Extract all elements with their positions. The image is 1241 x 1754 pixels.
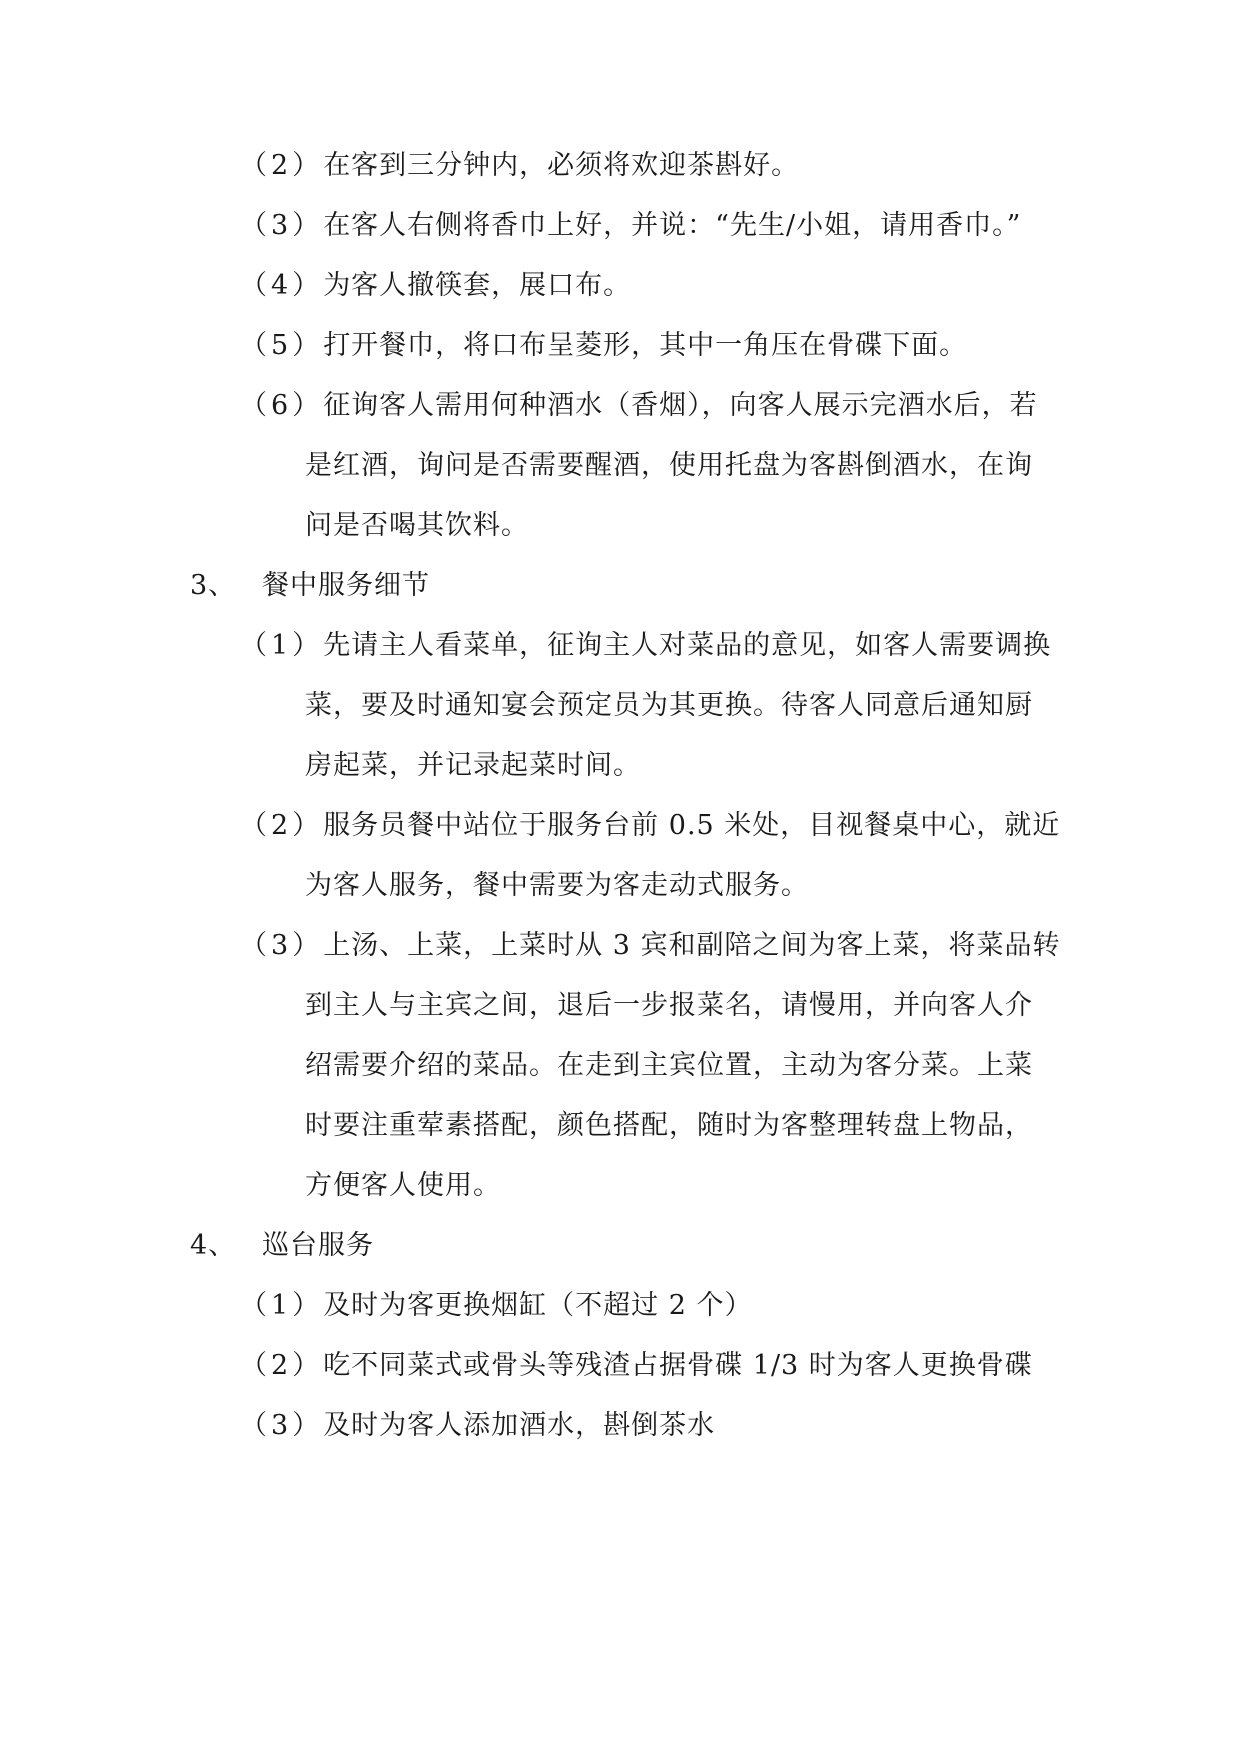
item-text-continued: 房起菜，并记录起菜时间。 [305,750,641,781]
item-text-continued: 菜，要及时通知宴会预定员为其更换。待客人同意后通知厨 [305,690,1033,721]
item-text: 先请主人看菜单，征询主人对菜品的意见，如客人需要调换 [323,630,1052,661]
item-number: （4） [240,270,324,301]
item-number: （3） [240,1410,324,1441]
item-text: 在客人右侧将香巾上好，并说：“先生/小姐，请用香巾。” [323,210,1022,241]
section-number: 3、 [190,570,237,601]
list-item [240,1348,1033,1384]
list-item [240,148,799,184]
item-number: （2） [240,810,324,841]
item-number: （1） [240,630,324,661]
item-number: （3） [240,210,324,241]
item-text: 吃不同菜式或骨头等残渣占据骨碟 1/3 时为客人更换骨碟 [323,1350,1033,1381]
item-text-continued: 是红酒，询问是否需要醒酒，使用托盘为客斟倒酒水，在询 [305,450,1033,481]
list-item [240,1408,715,1444]
list-item [240,1288,753,1324]
item-number: （1） [240,1290,324,1321]
item-text: 为客人撤筷套，展口布。 [323,270,632,301]
item-text: 服务员餐中站位于服务台前 0.5 米处，目视餐桌中心，就近 [323,810,1061,841]
list-item [240,208,1021,244]
item-text-continued: 方便客人使用。 [305,1170,501,1201]
item-number: （2） [240,150,324,181]
item-text-continued: 为客人服务，餐中需要为客走动式服务。 [305,870,809,901]
item-text-continued: 绍需要介绍的菜品。在走到主宾位置，主动为客分菜。上菜 [305,1050,1033,1081]
item-text: 上汤、上菜，上菜时从 3 宾和副陪之间为客上菜，将菜品转 [323,930,1061,961]
list-item [240,268,631,304]
section-title: 巡台服务 [262,1230,374,1261]
item-text: 及时为客人添加酒水，斟倒茶水 [323,1410,716,1441]
list-item [240,328,967,364]
item-text: 征询客人需用何种酒水（香烟），向客人展示完酒水后，若 [323,390,1038,421]
item-text-continued: 问是否喝其饮料。 [305,510,529,541]
item-number: （5） [240,330,324,361]
list-item [240,628,1051,664]
item-text: 及时为客更换烟缸（不超过 2 个） [323,1290,753,1321]
item-text-continued: 时要注重荤素搭配，颜色搭配，随时为客整理转盘上物品， [305,1110,1033,1141]
item-text: 在客到三分钟内，必须将欢迎茶斟好。 [323,150,800,181]
item-text-continued: 到主人与主宾之间，退后一步报菜名，请慢用，并向客人介 [305,990,1033,1021]
section-number: 4、 [190,1230,237,1261]
item-number: （3） [240,930,324,961]
item-text: 打开餐巾，将口布呈菱形，其中一角压在骨碟下面。 [323,330,968,361]
list-item [240,808,1060,844]
list-item [240,928,1061,964]
list-item [240,388,1038,424]
section-title: 餐中服务细节 [262,570,430,601]
item-number: （6） [240,390,324,421]
item-number: （2） [240,1350,324,1381]
